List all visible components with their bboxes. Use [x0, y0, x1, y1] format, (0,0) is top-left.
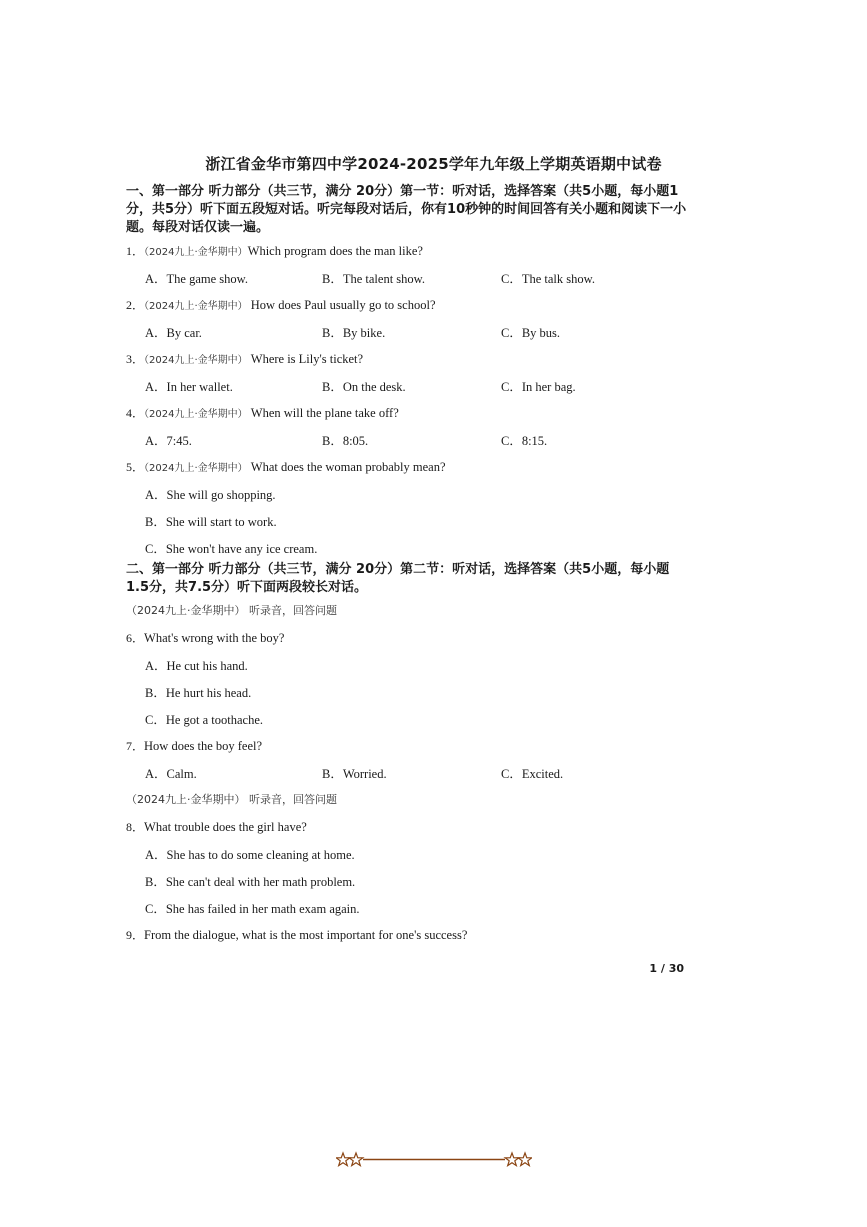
listening-group-1-header: （2024九上·金华期中） 听录音，回答问题	[126, 604, 337, 617]
question-8: 8．What trouble does the girl have?	[126, 820, 307, 834]
q1-option-a: A．The game show.	[145, 272, 248, 286]
question-2: 2．（2024九上·金华期中） How does Paul usually go to school?	[126, 298, 436, 312]
q8-option-a: A．She has to do some cleaning at home.	[145, 848, 355, 862]
question-9: 9．From the dialogue, what is the most important for one's success?	[126, 928, 468, 942]
q6-option-a: A．He cut his hand.	[145, 659, 248, 673]
q3-option-a: A．In her wallet.	[145, 380, 233, 394]
star-icon	[336, 1153, 350, 1166]
question-6: 6．What's wrong with the boy?	[126, 631, 285, 645]
q4-option-b: B．8:05.	[322, 434, 369, 448]
q1-option-b: B．The talent show.	[322, 272, 425, 286]
q7-option-a: A．Calm.	[145, 767, 197, 781]
q7-option-b: B．Worried.	[322, 767, 387, 781]
q4-option-c: C．8:15.	[501, 434, 548, 448]
question-3: 3．（2024九上·金华期中） Where is Lily's ticket?	[126, 352, 364, 366]
q5-option-a: A．She will go shopping.	[145, 488, 276, 502]
listening-group-2-header: （2024九上·金华期中） 听录音，回答问题	[126, 793, 337, 806]
q6-option-c: C．He got a toothache.	[145, 713, 264, 727]
q7-option-c: C．Excited.	[501, 767, 564, 781]
q6-option-b: B．He hurt his head.	[145, 686, 252, 700]
question-1: 1．（2024九上·金华期中）Which program does the man like?	[126, 244, 423, 258]
section-2-instructions: 二、第一部分 听力部分（共三节，满分 20分）第二节：听对话，选择答案（共5小题，每小题1.5分，共7.5分）听下面两段较长对话。	[126, 562, 670, 595]
q4-option-a: A．7:45.	[145, 434, 192, 448]
q3-option-c: C．In her bag.	[501, 380, 576, 394]
section-1-instructions: 一、第一部分 听力部分（共三节，满分 20分）第一节：听对话，选择答案（共5小题，每小题1分，共5分）听下面五段短对话。听完每段对话后，你有10秒钟的时间回答有关小题和阅读下一小题。每段对话仅读一遍。	[126, 184, 687, 235]
star-icon	[518, 1153, 532, 1166]
q3-option-b: B．On the desk.	[322, 380, 406, 394]
question-5: 5．（2024九上·金华期中） What does the woman probably mean?	[126, 460, 446, 474]
star-icon	[349, 1153, 363, 1166]
q8-option-c: C．She has failed in her math exam again.	[145, 902, 360, 916]
q8-option-b: B．She can't deal with her math problem.	[145, 875, 356, 889]
page-number: 1 / 30	[649, 962, 684, 975]
q5-option-c: C．She won't have any ice cream.	[145, 542, 318, 556]
q1-option-c: C．The talk show.	[501, 272, 595, 286]
q2-option-c: C．By bus.	[501, 326, 561, 340]
q2-option-b: B．By bike.	[322, 326, 386, 340]
q2-option-a: A．By car.	[145, 326, 202, 340]
star-icon	[505, 1153, 519, 1166]
question-4: 4．（2024九上·金华期中） When will the plane take off?	[126, 406, 399, 420]
question-7: 7．How does the boy feel?	[126, 739, 263, 753]
footer-star-divider	[336, 1150, 532, 1170]
q5-option-b: B．She will start to work.	[145, 515, 277, 529]
page-title: 浙江省金华市第四中学2024-2025学年九年级上学期英语期中试卷	[205, 155, 662, 173]
